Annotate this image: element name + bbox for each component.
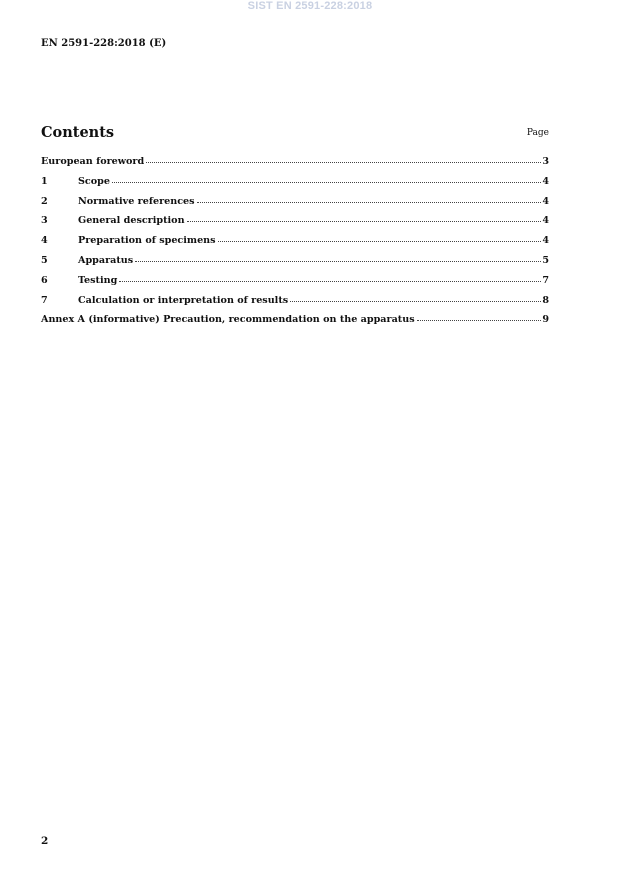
contents-heading-row <box>41 124 549 144</box>
dot-leader <box>417 318 542 321</box>
contents-title: Contents <box>41 124 115 141</box>
toc-entry-number: 7 <box>41 294 48 306</box>
toc-entry-foreword[interactable] <box>41 156 549 176</box>
toc-entry-title: Annex A (informative) Precaution, recommendation on the apparatus <box>41 314 415 326</box>
dot-leader <box>112 180 541 183</box>
toc-entry-page: 7 <box>542 274 549 286</box>
toc-entry-number: 4 <box>41 235 48 247</box>
dot-leader <box>119 279 541 282</box>
toc-entry-page: 3 <box>542 156 549 167</box>
toc-entry-number: 3 <box>41 215 48 227</box>
toc-entry-title: European foreword <box>41 156 145 167</box>
watermark: SIST EN 2591-228:2018 <box>247 0 373 12</box>
toc-entry-page: 4 <box>542 175 549 187</box>
toc-entry-page: 8 <box>542 294 549 306</box>
dot-leader <box>197 200 542 203</box>
toc-entry-general-description[interactable] <box>41 215 549 235</box>
toc-entry-title: Preparation of specimens <box>78 235 216 247</box>
toc-entry-title: General description <box>78 215 185 227</box>
toc-entry-title: Testing <box>78 274 118 286</box>
toc-entry-testing[interactable] <box>41 275 549 295</box>
dot-leader <box>135 259 541 262</box>
toc-entry-number: 5 <box>41 254 48 266</box>
dot-leader <box>187 219 542 222</box>
toc-entry-calculation-of-results[interactable] <box>41 295 549 315</box>
dot-leader <box>146 160 541 163</box>
toc-entry-number: 1 <box>41 175 48 187</box>
page-number: 2 <box>41 835 49 847</box>
toc-entry-number: 2 <box>41 195 48 207</box>
toc-entry-preparation-of-specimens[interactable] <box>41 235 549 255</box>
document-identifier: EN 2591-228:2018 (E) <box>41 38 167 49</box>
toc-entry-page: 4 <box>542 195 549 207</box>
toc-entry-page: 4 <box>542 235 549 247</box>
toc-entry-title: Apparatus <box>78 254 134 266</box>
toc-entry-normative-references[interactable] <box>41 196 549 216</box>
toc-entry-title: Normative references <box>78 195 195 207</box>
page-column-label: Page <box>526 128 549 138</box>
dot-leader <box>218 239 542 242</box>
toc-entry-title: Calculation or interpretation of results <box>78 294 289 306</box>
toc-entry-title: Scope <box>78 175 110 187</box>
toc-entry-annex-a[interactable] <box>41 314 549 334</box>
toc-entry-page: 5 <box>542 254 549 266</box>
toc-entry-scope[interactable] <box>41 176 549 196</box>
toc-entry-page: 9 <box>542 314 549 326</box>
toc-entry-apparatus[interactable] <box>41 255 549 275</box>
toc-entry-page: 4 <box>542 215 549 227</box>
toc-entry-number: 6 <box>41 274 48 286</box>
table-of-contents <box>41 156 549 334</box>
dot-leader <box>290 299 541 302</box>
